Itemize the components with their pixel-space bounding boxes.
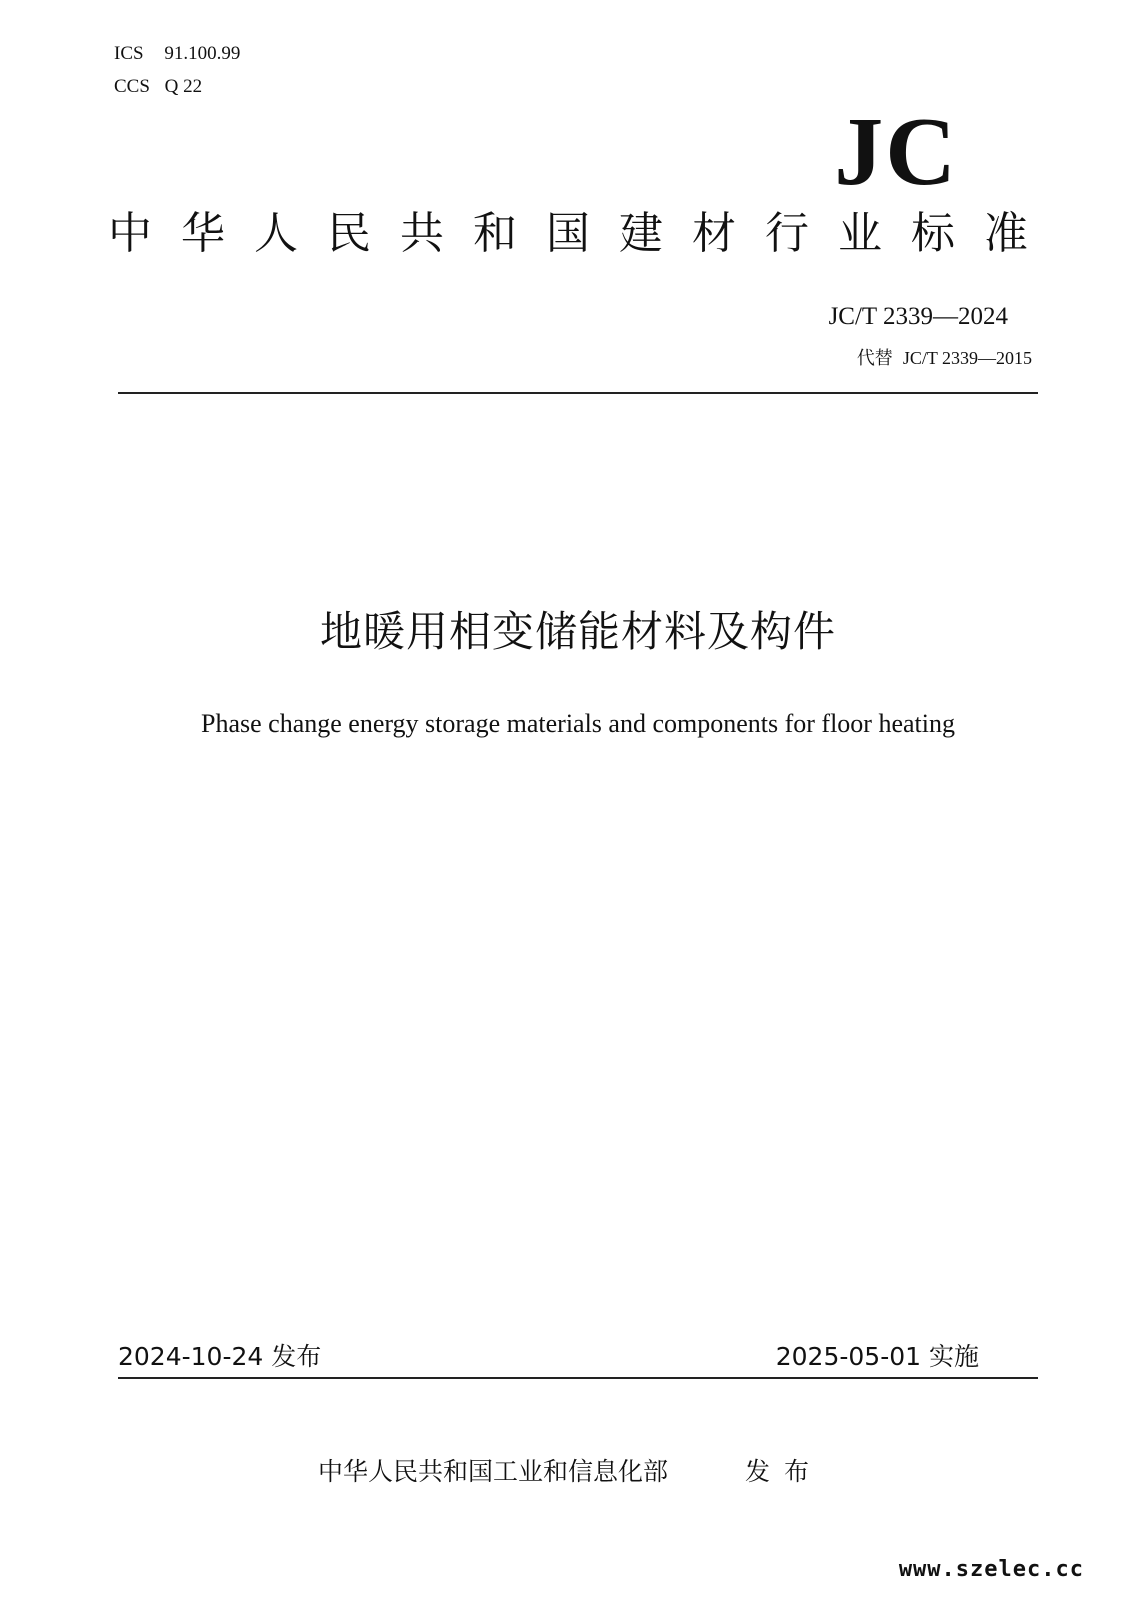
ccs-classification [114, 76, 202, 98]
issuer-action: 发布 [745, 1457, 824, 1486]
footer-divider [118, 1377, 1038, 1379]
heading-char: 建 [619, 208, 663, 259]
heading-char: 和 [473, 208, 517, 259]
heading-char: 准 [984, 208, 1028, 259]
ccs-label: CCS [114, 76, 150, 97]
publish-date: 2024-10-24 发布 [118, 1342, 322, 1371]
ics-classification [114, 43, 240, 65]
standard-number: JC/T 2339—2024 [828, 303, 1008, 330]
heading-char: 行 [765, 208, 809, 259]
implement-date: 2025-05-01 实施 [775, 1342, 979, 1371]
heading-char: 共 [400, 208, 444, 259]
heading-char: 国 [546, 208, 590, 259]
title-english: Phase change energy storage materials and components for floor heating [201, 709, 955, 738]
jc-logo: JC [834, 98, 958, 206]
heading-char: 华 [181, 208, 225, 259]
heading-char: 民 [327, 208, 371, 259]
ics-label: ICS [114, 43, 144, 64]
replaces-number: JC/T 2339—2015 [902, 348, 1032, 368]
heading-char: 材 [692, 208, 736, 259]
heading-char: 业 [838, 208, 882, 259]
replaces-standard [857, 346, 1032, 371]
header-divider [118, 392, 1038, 394]
issuer-name: 中华人民共和国工业和信息化部 [318, 1457, 669, 1486]
watermark: www.szelec.cc [898, 1557, 1084, 1582]
heading-char: 中 [108, 208, 152, 259]
standard-type-heading [108, 206, 1028, 262]
heading-char: 标 [911, 208, 955, 259]
title-chinese: 地暖用相变储能材料及构件 [319, 607, 836, 656]
heading-char: 人 [254, 208, 298, 259]
replaces-label: 代替 [856, 348, 893, 369]
ccs-code: Q 22 [164, 76, 203, 97]
ics-code: 91.100.99 [164, 43, 241, 64]
